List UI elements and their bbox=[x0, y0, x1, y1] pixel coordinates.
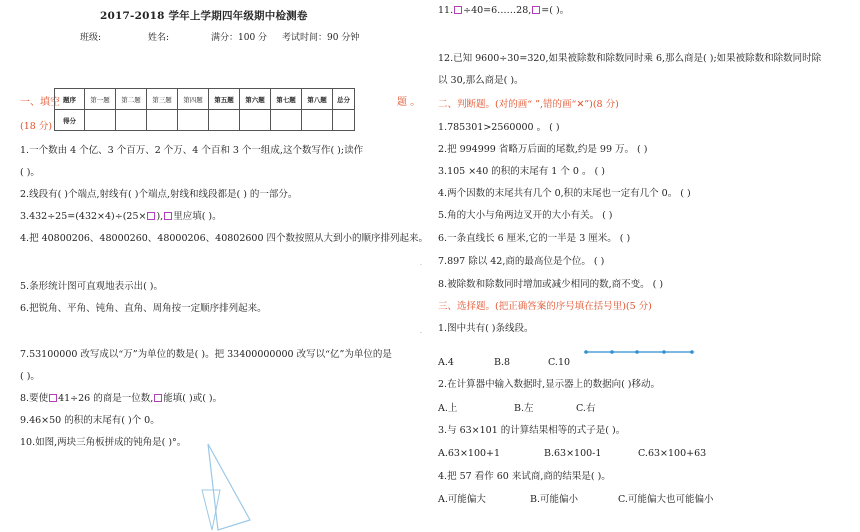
score-input-cell[interactable] bbox=[240, 110, 271, 131]
score-cell: 第八题 bbox=[302, 89, 333, 110]
score-cell: 第三题 bbox=[147, 89, 178, 110]
segment-point bbox=[610, 350, 614, 354]
choice-3-option-a[interactable]: A.63×100+1 bbox=[438, 448, 501, 459]
score-label: 满分：100 分 bbox=[211, 33, 268, 43]
section2-heading: 二、判断题。(对的画“ ”,错的画“✕”)(8 分) bbox=[438, 99, 619, 110]
segment-point bbox=[584, 350, 588, 354]
class-label: 班级: bbox=[80, 33, 102, 43]
choice-4-option-b[interactable]: B.可能偏小 bbox=[530, 494, 579, 505]
section1-points: (18 分) bbox=[20, 121, 53, 132]
page-title: 2017-2018 学年上学期四年级期中检测卷 bbox=[100, 10, 308, 22]
dot-mark: · bbox=[420, 330, 422, 337]
score-cell: 题序 bbox=[55, 89, 85, 110]
question-4: 4.把 40800206、48000260、48000206、40802600 四个数按照从大到小的顺序排列起来。 bbox=[20, 233, 429, 244]
question-12a: 12.已知 9600÷30=320,如果被除数和除数同时乘 6,那么商是( );如果被除数和除数同时除 bbox=[438, 53, 822, 64]
segment-point bbox=[662, 350, 666, 354]
q3-pre: 3.432÷25=(432×4)÷(25× bbox=[20, 211, 147, 222]
time-label: 考试时间：90 分钟 bbox=[282, 33, 360, 43]
name-label: 姓名: bbox=[148, 33, 170, 43]
judge-7: 7.897 除以 42,商的最高位是个位。 ( ) bbox=[438, 256, 605, 267]
question-5: 5.条形统计图可直观地表示出( )。 bbox=[20, 281, 163, 292]
answer-box-icon bbox=[164, 212, 172, 220]
choice-2-option-c[interactable]: C.右 bbox=[576, 403, 596, 414]
triangle-rulers-figure bbox=[188, 442, 258, 532]
score-table bbox=[54, 88, 355, 131]
choice-1-option-b[interactable]: B.8 bbox=[494, 357, 511, 368]
line-segment-figure bbox=[580, 346, 698, 358]
score-input-cell[interactable] bbox=[271, 110, 302, 131]
question-9: 9.46×50 的积的末尾有( )个 0。 bbox=[20, 415, 160, 426]
choice-1: 1.图中共有( )条线段。 bbox=[438, 323, 534, 334]
q3-mid: ), bbox=[156, 211, 164, 222]
judge-1: 1.785301>2560000 。 ( ) bbox=[438, 122, 560, 133]
q8-end: 能填( )或( )。 bbox=[163, 393, 223, 404]
q11-mid: ÷40=6……28, bbox=[463, 5, 532, 16]
q11-post: =( )。 bbox=[541, 5, 570, 16]
choice-1-option-c[interactable]: C.10 bbox=[548, 357, 571, 368]
score-cell: 第一题 bbox=[85, 89, 116, 110]
judge-8: 8.被除数和除数同时增加或减少相同的数,商不变。 ( ) bbox=[438, 279, 664, 290]
question-11 bbox=[438, 4, 569, 18]
section3-heading: 三、选择题。(把正确答案的序号填在括号里)(5 分) bbox=[438, 301, 652, 312]
judge-3: 3.105 ×40 的积的末尾有 1 个 0 。 ( ) bbox=[438, 166, 605, 177]
choice-3-option-b[interactable]: B.63×100-1 bbox=[544, 448, 602, 459]
choice-2-option-a[interactable]: A.上 bbox=[438, 403, 458, 414]
choice-4-option-c[interactable]: C.可能偏大也可能偏小 bbox=[618, 494, 714, 505]
judge-5: 5.角的大小与角两边叉开的大小有关。 ( ) bbox=[438, 210, 613, 221]
answer-box-icon bbox=[154, 394, 162, 402]
choice-2: 2.在计算器中输入数据时,显示器上的数据向( )移动。 bbox=[438, 379, 661, 390]
question-8 bbox=[20, 392, 222, 406]
question-12b: 以 30,那么商是( )。 bbox=[438, 75, 524, 86]
answer-box-icon bbox=[49, 394, 57, 402]
score-cell: 第七题 bbox=[271, 89, 302, 110]
score-cell: 第六题 bbox=[240, 89, 271, 110]
score-input-cell[interactable] bbox=[116, 110, 147, 131]
score-cell: 第四题 bbox=[178, 89, 209, 110]
question-1b: ( )。 bbox=[20, 167, 40, 178]
score-cell: 第五题 bbox=[209, 89, 240, 110]
answer-box-icon bbox=[454, 6, 462, 14]
choice-1-option-a[interactable]: A.4 bbox=[438, 357, 454, 368]
q8-post: 41÷26 的商是一位数, bbox=[58, 393, 154, 404]
choice-3: 3.与 63×101 的计算结果相等的式子是( )。 bbox=[438, 425, 626, 436]
section1-heading-tail: 题 。 bbox=[397, 97, 421, 108]
score-cell: 第二题 bbox=[116, 89, 147, 110]
question-10: 10.如图,两块三角板拼成的钝角是( )°。 bbox=[20, 437, 187, 448]
right-column bbox=[438, 0, 858, 532]
score-table-header-row bbox=[55, 89, 355, 110]
score-cell: 总分 bbox=[333, 89, 355, 110]
choice-3-option-c[interactable]: C.63×100+63 bbox=[638, 448, 707, 459]
segment-point bbox=[690, 350, 694, 354]
judge-4: 4.两个因数的末尾共有几个 0,积的末尾也一定有几个 0。 ( ) bbox=[438, 188, 691, 199]
score-input-cell[interactable] bbox=[302, 110, 333, 131]
question-3 bbox=[20, 210, 222, 224]
q11-pre: 11. bbox=[438, 5, 454, 16]
score-input-cell[interactable] bbox=[209, 110, 240, 131]
choice-4: 4.把 57 看作 60 来试商,商的结果是( )。 bbox=[438, 471, 611, 482]
score-input-cell[interactable] bbox=[85, 110, 116, 131]
question-2: 2.线段有( )个端点,射线有( )个端点,射线和线段都是( ) 的一部分。 bbox=[20, 189, 298, 200]
question-7b: ( )。 bbox=[20, 371, 40, 382]
score-input-cell[interactable] bbox=[178, 110, 209, 131]
score-input-cell[interactable] bbox=[147, 110, 178, 131]
answer-box-icon bbox=[532, 6, 540, 14]
q8-pre: 8.要使 bbox=[20, 393, 49, 404]
question-6: 6.把锐角、平角、钝角、直角、周角按一定顺序排列起来。 bbox=[20, 303, 267, 314]
score-cell: 得分 bbox=[55, 110, 85, 131]
judge-6: 6.一条直线长 6 厘米,它的一半是 3 厘米。 ( ) bbox=[438, 233, 631, 244]
score-input-cell[interactable] bbox=[333, 110, 355, 131]
answer-box-icon bbox=[147, 212, 155, 220]
section1-heading: 一、填空 bbox=[20, 97, 60, 108]
q3-post: 里应填( )。 bbox=[173, 211, 222, 222]
segment-point bbox=[635, 350, 639, 354]
question-1a: 1.一个数由 4 个亿、3 个百万、2 个万、4 个百和 3 个一组成,这个数写作( );读作 bbox=[20, 145, 364, 156]
dot-mark: · bbox=[420, 262, 422, 269]
choice-4-option-a[interactable]: A.可能偏大 bbox=[438, 494, 486, 505]
score-table-score-row bbox=[55, 110, 355, 131]
judge-2: 2.把 994999 省略万后面的尾数,约是 99 万。 ( ) bbox=[438, 144, 648, 155]
choice-2-option-b[interactable]: B.左 bbox=[514, 403, 534, 414]
question-7a: 7.53100000 改写成以“万”为单位的数是( )。把 33400000000 改写以“亿”为单位的是 bbox=[20, 349, 392, 360]
